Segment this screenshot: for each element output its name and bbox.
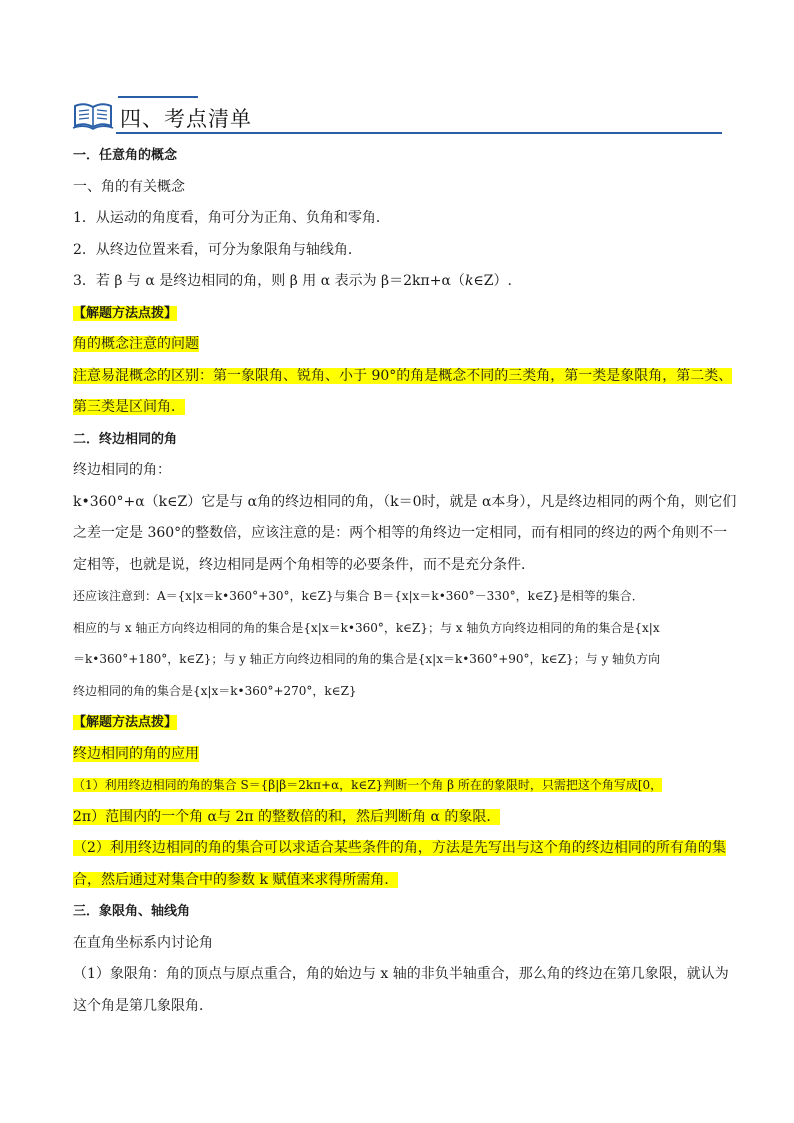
- heading-quadrant-angles: 三．象限角、轴线角: [73, 904, 191, 919]
- paragraph-set-equality: 还应该注意到：A＝{x|x＝k•360°+30°，k∈Z}与集合 B＝{x|x＝k•360°－330°，k∈Z}是相等的集合．: [73, 589, 644, 603]
- variable-k: k: [464, 273, 474, 289]
- paragraph: （1）象限角：角的顶点与原点重合，角的始边与 x 轴的非负半轴重合，那么角的终边在第几象限，就认为: [73, 966, 729, 982]
- tip-text: （1）利用终边相同的角的集合 S＝{β|β＝2kπ+α，k∈Z}判断一个角 β 所在的象限时，只需把这个角写成[0，: [73, 778, 663, 792]
- tip-block: [73, 392, 738, 424]
- tip-block: [73, 865, 738, 897]
- tip-title: 角的概念注意的问题: [73, 336, 199, 352]
- paragraph: k•360°+α（k∈Z）它是与 α角的终边相同的角，（k＝0时，就是 α本身），凡是终边相同的两个角，则它们: [73, 493, 737, 510]
- paragraph: 2．从终边位置来看，可分为象限角与轴线角．: [73, 241, 362, 258]
- content-body: [73, 140, 738, 1022]
- tip-title: 终边相同的角的应用: [73, 745, 199, 762]
- heading-arbitrary-angle: 一．任意角的概念: [73, 148, 178, 163]
- paragraph: 之差一定是 360°的整数倍，应该注意的是：两个相等的角终边一定相同，而有相同的终边的两个角则不一: [73, 525, 728, 541]
- text-fragment: 3．若 β 与 α 是终边相同的角，则 β 用 α 表示为 β＝2kπ+α（: [73, 273, 465, 289]
- paragraph-coterminal-formula: [73, 266, 738, 298]
- tip-text: 第三类是区间角．: [73, 399, 185, 415]
- tip-block: [73, 361, 738, 393]
- tip-text: 2π）范围内的一个角 α与 2π 的整数倍的和，然后判断角 α 的象限．: [73, 808, 501, 825]
- tip-block: [73, 770, 738, 802]
- paragraph: 这个角是第几象限角．: [73, 997, 213, 1014]
- tip-block: [73, 298, 738, 330]
- tip-block: [73, 739, 738, 771]
- subheading-angle-concepts: 一、角的有关概念: [73, 178, 185, 195]
- tip-label: 【解题方法点拨】: [73, 305, 178, 321]
- subheading: 终边相同的角：: [73, 462, 171, 478]
- tip-block: [73, 707, 738, 739]
- section-header: [72, 98, 722, 134]
- text-fragment: ∈Z）.: [473, 273, 512, 289]
- tip-block: [73, 802, 738, 834]
- header-divider: [116, 132, 722, 134]
- section-title: 四、考点清单: [120, 107, 252, 131]
- tip-text: （2）利用终边相同的角的集合可以求适合某些条件的角，方法是先写出与这个角的终边相同的所有角的集: [73, 840, 726, 856]
- heading-coterminal-angles: 二．终边相同的角: [73, 431, 178, 447]
- paragraph-axis-sets: 终边相同的角的集合是{x|x＝k•360°+270°，k∈Z}: [73, 683, 357, 698]
- paragraph: 1．从运动的角度看，角可分为正角、负角和零角．: [73, 210, 390, 226]
- tip-block: [73, 833, 738, 865]
- tip-label: 【解题方法点拨】: [73, 715, 178, 730]
- tip-text: 合，然后通过对集合中的参数 k 赋值来求得所需角．: [73, 871, 399, 888]
- tip-text: 注意易混概念的区别：第一象限角、锐角、小于 90°的角是概念不同的三类角，第一类是象限角，第二类、: [73, 367, 733, 384]
- paragraph: 定相等，也就是说，终边相同是两个角相等的必要条件，而不是充分条件．: [73, 556, 535, 573]
- paragraph-axis-sets: 相应的与 x 轴正方向终边相同的角的集合是{x|x＝k•360°，k∈Z}；与 x 轴负方向终边相同的角的集合是{x|x: [73, 620, 660, 635]
- subheading: 在直角坐标系内讨论角: [73, 934, 213, 951]
- paragraph-axis-sets: ＝k•360°+180°，k∈Z}；与 y 轴正方向终边相同的角的集合是{x|x＝k•360°+90°，k∈Z}；与 y 轴负方向: [73, 652, 661, 666]
- tip-block: [73, 329, 738, 361]
- open-book-icon: [72, 100, 114, 130]
